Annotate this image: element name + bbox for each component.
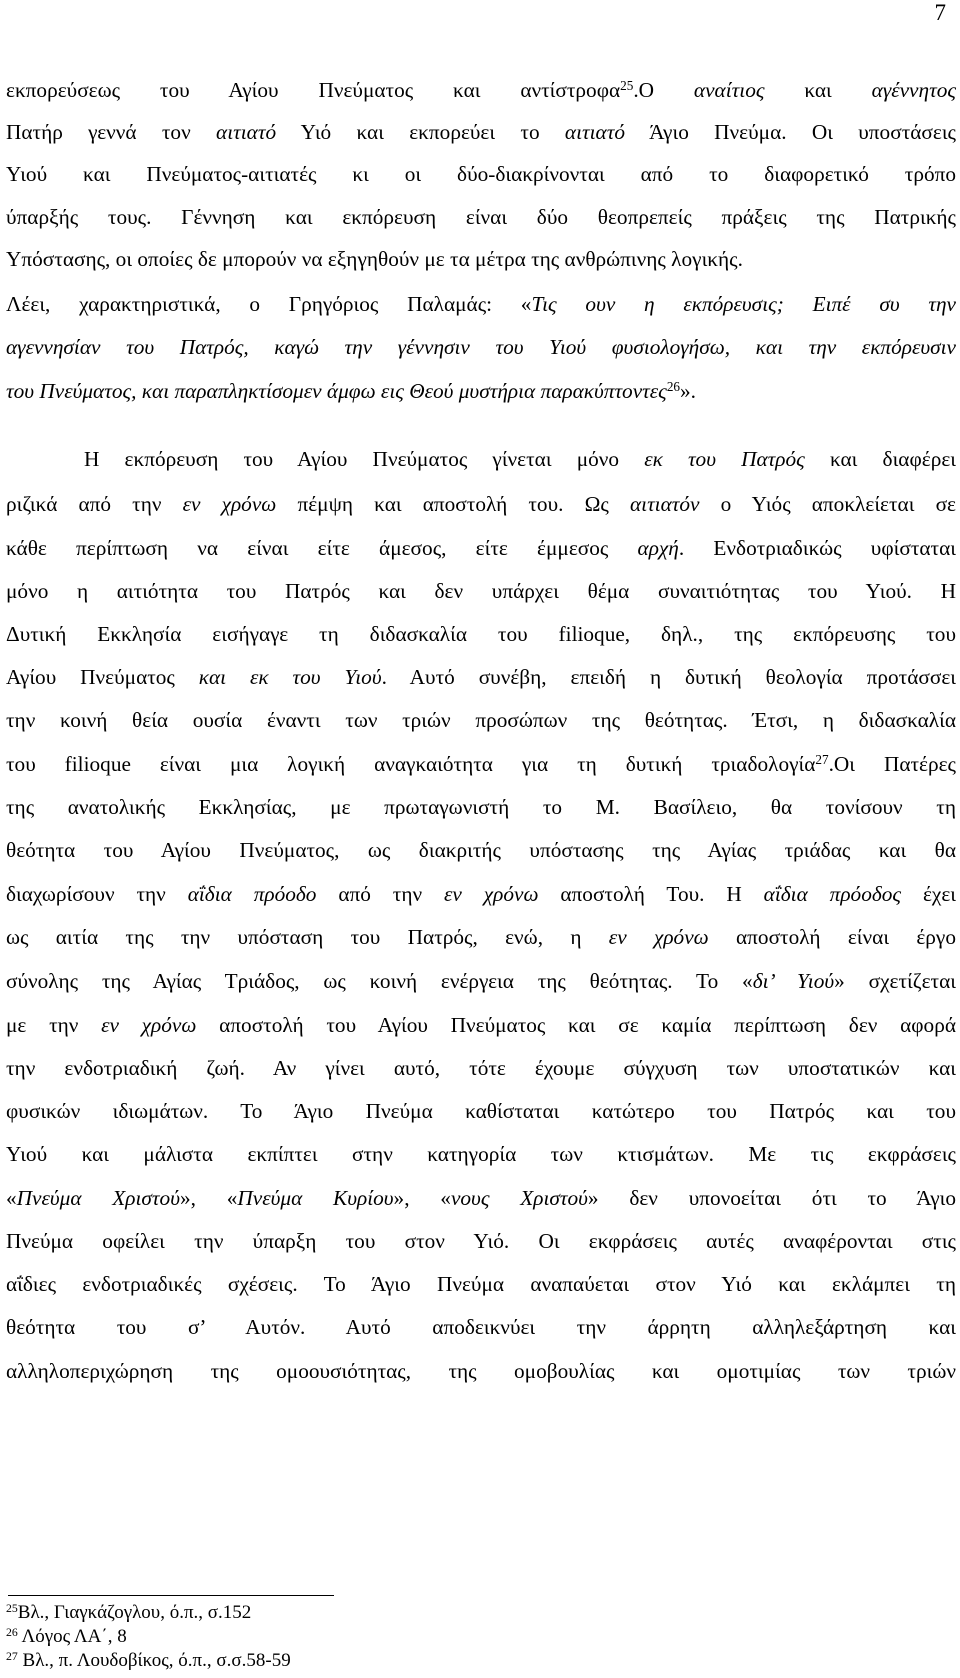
italic-text: αρχή [637,536,679,560]
text-span: έχει [901,882,957,906]
italic-text: νους Χριστού [450,1186,588,1210]
italic-text: αιτιατό [216,120,277,144]
footnote-separator [8,1595,334,1596]
text-span: κάθε περίπτωση να είναι είτε άμεσος, είτε έμμεσος [6,536,638,560]
text-span: . Ενδοτριαδικώς υφίσταται [678,536,956,560]
text-span: Πατήρ γεννά τον [6,120,217,144]
footnote-25 [6,1601,251,1625]
text-line [6,880,956,908]
italic-text: δι’ Υιού [752,969,835,993]
text-span: » δεν υπονοείται ότι το Άγιο [587,1186,956,1210]
text-span: Υιού και Πνεύματος-αιτιατές κι οι δύο-διακρίνονται από το διαφορετικό τρόπο [6,162,956,186]
text-line [6,706,956,734]
text-span: αποστολή Του. Η [538,882,764,906]
italic-text: εν χρόνω [608,925,709,949]
text-span: την κοινή θεία ουσία έναντι των τριών προσώπων της θεότητας. Έτσι, η διδασκαλία [6,708,956,732]
text-line [6,836,956,864]
italic-text: αιτιατό [564,120,626,144]
text-span: και [764,78,872,102]
text-span: από την [316,882,445,906]
italic-text: αιτιατόν [629,492,700,516]
text-line [6,333,956,361]
text-span: », « [393,1186,451,1210]
text-span: Λέει, χαρακτηριστικά, ο Γρηγόριος Παλαμάς: « [6,292,532,316]
text-line [6,490,956,518]
text-span: » σχετίζεται [834,969,956,993]
text-line [6,203,956,231]
text-span: αΐδιες ενδοτριαδικές σχέσεις. Το Άγιο Πνεύμα αναπαύεται στον Υιό και εκλάμπει τη [6,1272,956,1296]
text-line [6,1140,956,1168]
text-span: « [6,1186,17,1210]
text-line [6,620,956,648]
text-span: ο Υιός αποκλείεται σε [699,492,956,516]
footnote-text: Λόγος ΛΑ΄, 8 [17,1626,127,1647]
italic-text: αΐδια πρόοδο [187,882,317,906]
text-span: του filioque είναι μια λογική αναγκαιότητα για τη δυτική τριαδολογία [6,752,816,776]
text-span: Υιό και εκπορεύει το [276,120,565,144]
text-line [6,793,956,821]
footnote-26 [6,1625,127,1649]
text-line [6,1097,956,1125]
italic-text: εν χρόνω [101,1013,197,1037]
text-span: της ανατολικής Εκκλησίας, με πρωταγωνιστή το Μ. Βασίλειο, θα τονίσουν τη [6,795,956,819]
text-span: ριζικά από την [6,492,183,516]
text-span: Η εκπόρευση του Αγίου Πνεύματος γίνεται μόνο [84,447,645,471]
text-line [6,1313,956,1341]
text-span: Δυτική Εκκλησία εισήγαγε τη διδασκαλία του filioque, δηλ., της εκπόρευσης του [6,622,956,646]
footnote-text: Βλ., π. Λουδοβίκος, ό.π., σ.σ.58-59 [17,1650,291,1671]
italic-text: αναίτιος [693,78,765,102]
text-span: μόνο η αιτιότητα του Πατρός και δεν υπάρχει θέμα συναιτιότητας του Υιού. Η [6,579,956,603]
text-span: », « [179,1186,238,1210]
footnote-ref: 25 [620,77,634,93]
italic-text: και εκ του Υιού [198,665,382,689]
text-span: ». [680,379,696,403]
footnote-ref: 26 [666,378,681,394]
text-line [6,967,956,995]
text-line [6,118,956,146]
footnote-ref: 27 [815,751,829,767]
text-span: με την [6,1013,102,1037]
text-span: ως αιτία της την υπόσταση του Πατρός, ενώ, η [6,925,609,949]
text-span: αποστολή είναι έργο [708,925,956,949]
text-line [6,1054,956,1082]
text-span: και διαφέρει [804,447,956,471]
text-span: Υπόστασης, οι οποίες δε μπορούν να εξηγηθούν με τα μέτρα της ανθρώπινης λογικής. [6,247,743,271]
footnote-number: 25 [6,1602,18,1616]
text-span: την ενδοτριαδική ζωή. Αν γίνει αυτό, τότε έχουμε σύγχυση των υποστατικών και [6,1056,956,1080]
text-line [6,663,956,691]
text-span: Αγίου Πνεύματος [6,665,199,689]
text-span: φυσικών ιδιωμάτων. Το Άγιο Πνεύμα καθίσταται κατώτερο του Πατρός και του [6,1099,956,1123]
footnote-number: 27 [6,1650,18,1664]
text-span: ύπαρξής τους. Γέννηση και εκπόρευση είναι δύο θεοπρεπείς πράξεις της Πατρικής [6,205,956,229]
text-span: αποστολή του Αγίου Πνεύματος και σε καμία περίπτωση δεν αφορά [196,1013,956,1037]
text-line [6,1227,956,1255]
text-span: Πνεύμα οφείλει την ύπαρξη του στον Υιό. Οι εκφράσεις αυτές αναφέρονται στις [6,1229,956,1253]
italic-text: εκ του Πατρός [644,447,805,471]
text-span: πέμψη και αποστολή του. Ως [276,492,630,516]
italic-text: Πνεύμα Κυρίου [237,1186,394,1210]
text-line [6,377,956,405]
text-line [6,445,956,473]
text-line [6,290,956,318]
italic-text: αγέννητος [871,78,956,102]
text-span: . Αυτό συνέβη, επειδή η δυτική θεολογία προτάσσει [381,665,956,689]
text-span: Άγιο Πνεύμα. Οι υποστάσεις [625,120,956,144]
italic-text: του Πνεύματος, και παραπληκτίσομεν άμφω εις Θεού μυστήρια παρακύπτοντες [6,379,667,403]
text-span: σύνολης της Αγίας Τριάδος, ως κοινή ενέργεια της θεότητας. Το « [6,969,753,993]
page-number: 7 [934,0,946,25]
text-line [6,750,956,778]
text-line [6,160,956,188]
italic-text: Τις ουν η εκπόρευσις; Ειπέ συ την [531,292,956,316]
italic-text: αΐδια πρόοδος [763,882,902,906]
text-span: θεότητα του Αγίου Πνεύματος, ως διακριτής υπόστασης της Αγίας τριάδας και θα [6,838,956,862]
italic-text: εν χρόνω [444,882,539,906]
text-span: αλληλοπεριχώρηση της ομοουσιότητας, της ομοβουλίας και ομοτιμίας των τριών [6,1359,956,1383]
italic-text: Πνεύμα Χριστού [16,1186,180,1210]
text-line [6,1011,956,1039]
text-line [6,1184,956,1212]
text-line [6,1357,956,1385]
text-line [6,534,956,562]
text-line [6,577,956,605]
italic-text: αγεννησίαν του Πατρός, καγώ την γέννησιν του Υιού φυσιολογήσω, και την εκπόρευσιν [6,335,956,359]
footnote-27 [6,1649,291,1673]
text-span: εκπορεύσεως του Αγίου Πνεύματος και αντίστροφα [6,78,621,102]
text-line [6,923,956,951]
footnote-text: Βλ., Γιαγκάζογλου, ό.π., σ.152 [17,1602,252,1623]
text-span: .Ο [633,78,694,102]
footnote-number: 26 [6,1626,18,1640]
text-span: θεότητα του σ’ Αυτόν. Αυτό αποδεικνύει την άρρητη αλληλεξάρτηση και [6,1315,956,1339]
text-span: .Οι Πατέρες [828,752,956,776]
text-line [6,76,956,104]
text-line [6,245,956,273]
text-span: διαχωρίσουν την [6,882,188,906]
italic-text: εν χρόνω [182,492,277,516]
text-span: Υιού και μάλιστα εκπίπτει στην κατηγορία των κτισμάτων. Με τις εκφράσεις [6,1142,956,1166]
text-line [6,1270,956,1298]
